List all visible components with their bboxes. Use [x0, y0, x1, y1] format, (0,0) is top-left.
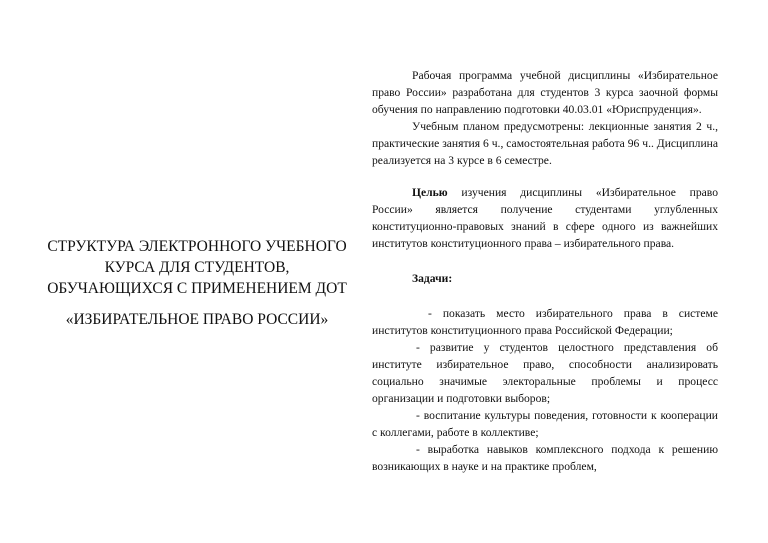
task-item-2: - развитие у студентов целостного представления об институте избирательное право, способности анализировать социально значимые электоральные проблемы и процесс организации и подготовки выборов; [372, 341, 718, 405]
program-description [372, 67, 718, 475]
task-item-4: - выработка навыков комплексного подхода к решению возникающих в науке и на практике проблем, [372, 443, 718, 473]
course-name: «ИЗБИРАТЕЛЬНОЕ ПРАВО РОССИИ» [65, 311, 329, 328]
task-item-1: - показать место избирательного права в системе институтов конституционного права Российской Федерации; [372, 307, 718, 337]
intro-paragraph-2: Учебным планом предусмотрены: лекционные занятия 2 ч., практические занятия 6 ч., самостоятельная работа 96 ч.. Дисциплина реализуется на 3 курсе в 6 семестре. [372, 120, 718, 167]
goal-label: Целью [412, 186, 448, 199]
goal-paragraph [372, 184, 718, 252]
title-line-2: КУРСА ДЛЯ СТУДЕНТОВ, [104, 259, 290, 276]
intro-paragraph-1: Рабочая программа учебной дисциплины «Избирательное право России» разработана для студентов 3 курса заочной формы обучения по направлению подготовки 40.03.01 «Юриспруденция». [372, 69, 718, 116]
tasks-heading: Задачи: [412, 272, 453, 285]
document-title [30, 236, 364, 330]
title-line-1: СТРУКТУРА ЭЛЕКТРОННОГО УЧЕБНОГО [47, 238, 347, 255]
title-line-3: ОБУЧАЮЩИХСЯ С ПРИМЕНЕНИЕМ ДОТ [47, 280, 347, 297]
task-item-3: - воспитание культуры поведения, готовности к кооперации с коллегами, работе в коллективе; [372, 409, 718, 439]
goal-text: изучения дисциплины «Избирательное право России» является получение студентами углубленных конституционно-правовых знаний в сфере одного из важнейших институтов конституционного права – избирательного права. [372, 186, 718, 250]
